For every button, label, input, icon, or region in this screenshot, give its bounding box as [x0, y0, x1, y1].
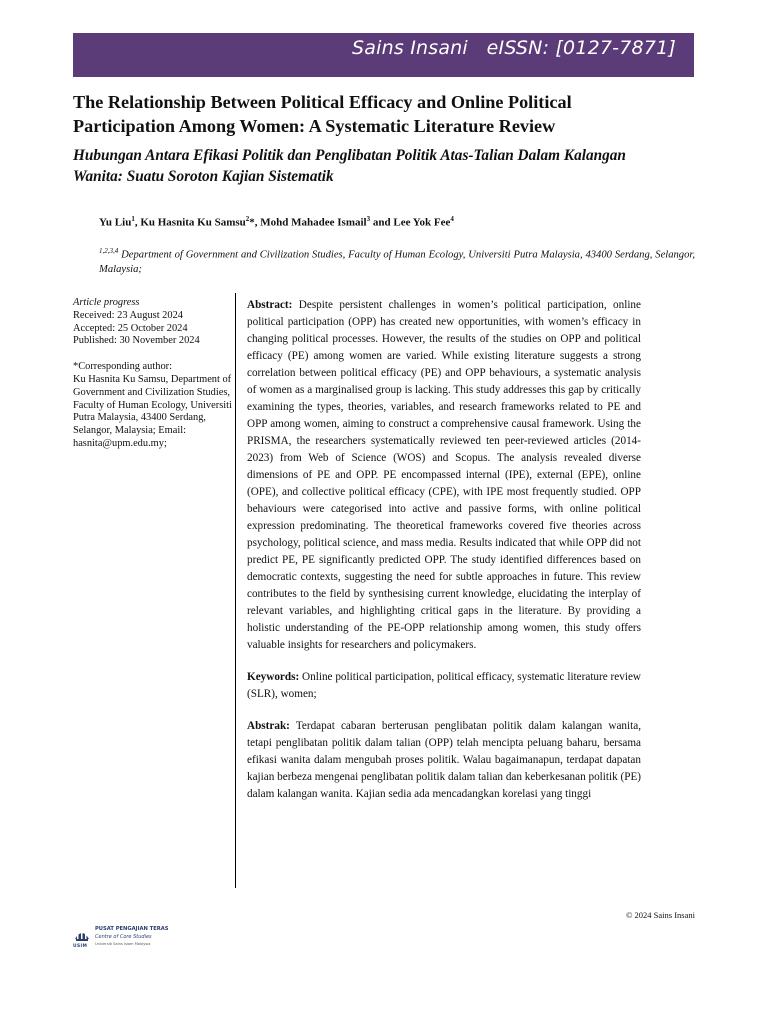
logo-line-2: Centre of Core Studies: [95, 934, 152, 940]
affiliation-text: Department of Government and Civilization Studies, Faculty of Human Ecology, Universiti Putra Malaysia, 43400 Serdang, Selangor, Malaysia;: [99, 249, 695, 275]
article-progress-label: Article progress: [73, 297, 140, 308]
author-separator: *,: [249, 216, 261, 229]
published-date: Published: 30 November 2024: [73, 335, 200, 347]
keywords-paragraph: [247, 669, 641, 703]
keywords-text: Online political participation, political efficacy, systematic literature review (SLR), women;: [247, 671, 641, 700]
author-sup: 4: [450, 215, 454, 223]
corresponding-author-label: *Corresponding author:: [73, 361, 172, 373]
abstrak-label: Abstrak:: [247, 720, 290, 732]
article-info-sidebar: [73, 297, 233, 451]
logo-abbrev: USIM: [73, 944, 88, 949]
logo-line-1: PUSAT PENGAJIAN TERAS: [95, 926, 169, 932]
abstrak-paragraph: [247, 718, 641, 803]
paper-title: The Relationship Between Political Efficacy and Online Political Participation Among Women: A Systematic Literature Review: [73, 92, 572, 136]
received-date: Received: 23 August 2024: [73, 309, 183, 321]
journal-banner-text: Sains Insani eISSN: [0127-7871]: [352, 37, 676, 59]
author-sup: 1: [131, 215, 135, 223]
accepted-date: Accepted: 25 October 2024: [73, 322, 188, 334]
copyright-notice: © 2024 Sains Insani: [625, 910, 695, 920]
affiliation: [99, 244, 695, 277]
author-sup: 3: [366, 215, 371, 223]
author-sup: 2: [245, 215, 250, 223]
affiliation-sup: 1,2,3,4: [99, 247, 119, 255]
author-name: Ku Hasnita Ku Samsu: [140, 216, 246, 229]
keywords-label: Keywords:: [247, 671, 300, 683]
abstract-paragraph: [247, 297, 641, 654]
journal-banner: [73, 33, 694, 77]
logo-line-3: Universiti Sains Islam Malaysia: [95, 942, 151, 946]
author-name: Yu Liu: [99, 216, 132, 229]
author-list: [99, 212, 659, 230]
author-name: Mohd Mahadee Ismail: [260, 216, 367, 229]
author-separator: ,: [134, 216, 141, 229]
abstrak-text: Terdapat cabaran berterusan penglibatan politik dalam kalangan wanita, tetapi penglibatan politik dalam talian (OPP) telah mencipta peluang baharu, bersama efikasi wanita dalam mengubah proses politik. Walau bagaimanapun, terdapat dapatan kajian berbeza mengenai penglibatan politik dalam talian dan keberkesanan politik (PE) dalam kalangan wanita. Kajian sedia ada mencadangkan korelasi yang tinggi: [247, 720, 641, 800]
author-separator: and: [370, 216, 394, 229]
abstract-text: Despite persistent challenges in women’s political participation, online political participation (OPP) has created new opportunities, with women’s efficacy in changing political processes. However, the results of the studies on OPP and political efficacy (PE) among women are varied. While existing literature suggests a strong correlation between political efficacy (PE) and OPP behaviours, a systematic analysis of women as a marginalised group is lacking. This study addresses this gap by critically examining the types, theories, variables, and research frameworks related to PE and OPP among women, aiming to construct a comprehensive causal framework. Using the PRISMA, the researchers systematically reviewed ten peer-reviewed articles (2014-2023) from Web of Science (WOS) and Scopus. The analysis revealed diverse dimensions of PE and OPP. PE encompassed internal (IPE), external (EPE), online (OPE), and collective political efficacy (CPE), with IPE most frequently studied. OPP behaviours were categorised into active and passive forms, with online political expression predominating. The theoretical frameworks covered five theories across psychology, political science, and mass media. Results indicated that while OPP did not predict PE, PE significantly predicted OPP. The study identified differences based on democratic contexts, suggesting the need for subtle approaches in future. This review contributes to the field by synthesising current knowledge, elucidating the interplay of relevant variables, and highlighting critical gaps in the literature. By providing a holistic understanding of the PE-OPP relationship among women, this study offers valuable insights for researchers and policymakers.: [247, 299, 641, 651]
column-divider: [235, 293, 236, 888]
abstract-label: Abstract:: [247, 299, 293, 311]
abstract-column: [247, 297, 641, 803]
paper-subtitle: Hubungan Antara Efikasi Politik dan Penglibatan Politik Atas-Talian Dalam Kalangan Wanita: Suatu Soroton Kajian Sistematik: [73, 147, 626, 185]
institution-logo: [73, 925, 167, 951]
author-name: Lee Yok Fee: [393, 216, 451, 229]
corresponding-author-details: Ku Hasnita Ku Samsu, Department of Government and Civilization Studies, Faculty of Human Ecology, Universiti Putra Malaysia, 43400 Serdang, Selangor, Malaysia; Email: hasnita@upm.edu.my;: [73, 373, 232, 449]
